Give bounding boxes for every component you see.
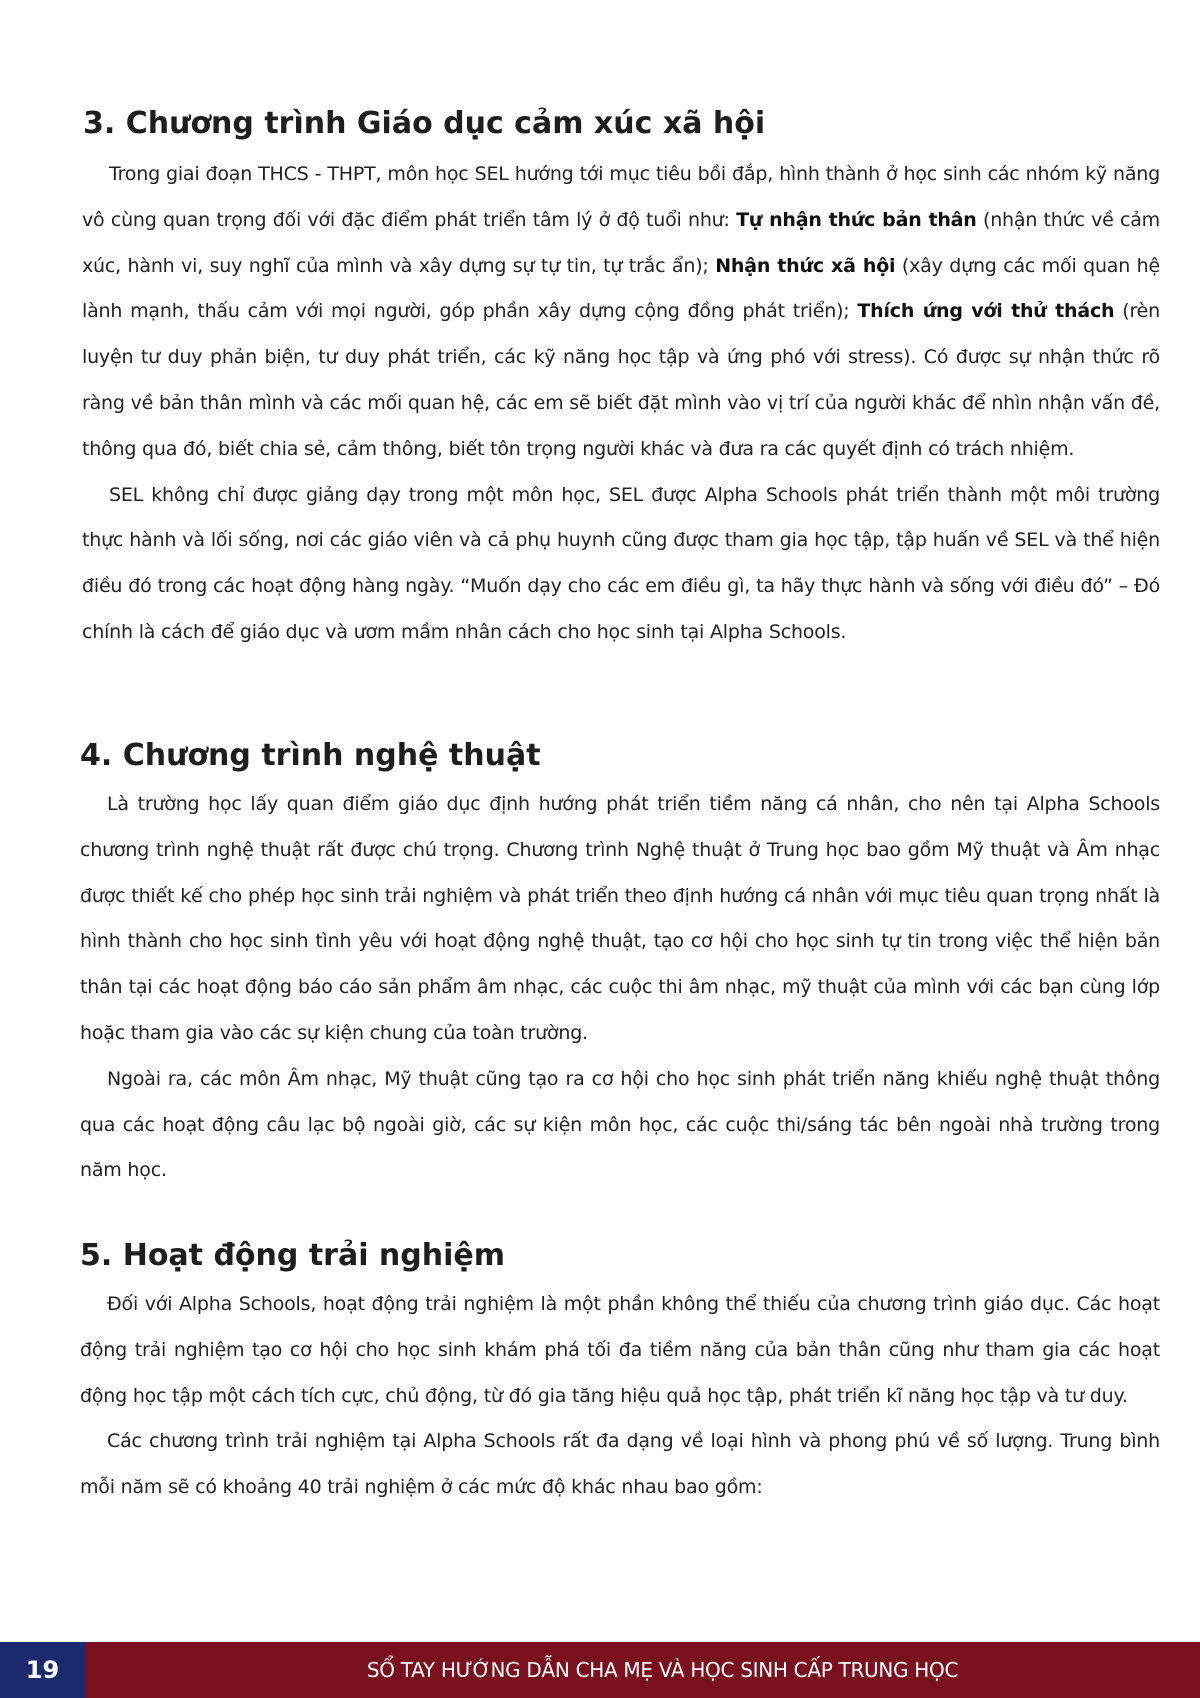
section-sel — [80, 104, 1160, 656]
section-body — [80, 782, 1160, 1194]
paragraph — [80, 1057, 1160, 1194]
text-segment: (rèn luyện tư duy phản biện, tư duy phát triển, các kỹ năng học tập và ứng phó với stress). Có được sự nhận thức rõ ràng về bản thân mình và các mối quan hệ, các em sẽ biết đặt mình vào vị trí của người khác để nhìn nhận vấn đề, thông qua đó, biết chia sẻ, cảm thông, biết tôn trọng người khác và đưa ra các quyết định có trách nhiệm. — [82, 300, 1161, 460]
section-body — [80, 152, 1160, 656]
paragraph — [80, 1419, 1160, 1511]
section-experiential — [80, 1236, 1160, 1511]
paragraph — [80, 1282, 1160, 1419]
bold-term: Thích ứng với thử thách — [857, 300, 1115, 323]
bold-term: Nhận thức xã hội — [715, 254, 896, 277]
section-heading: 4. Chương trình nghệ thuật — [80, 738, 541, 773]
page-number: 19 — [0, 1642, 85, 1698]
footer-title: SỔ TAY HƯỚNG DẪN CHA MẸ VÀ HỌC SINH CẤP TRUNG HỌC — [85, 1642, 1200, 1698]
page-footer — [0, 1642, 1200, 1698]
paragraph — [80, 473, 1160, 656]
text-segment: (xây dựng các mối quan hệ lành mạnh, thấu cảm với mọi người, góp phần xây dựng cộng đồng phát triển); — [82, 254, 1160, 323]
paragraph — [80, 152, 1160, 473]
section-arts — [80, 736, 1160, 1194]
text-segment: Các chương trình trải nghiệm tại Alpha Schools rất đa dạng về loại hình và phong phú về số lượng. Trung bình mỗi năm sẽ có khoảng 40 trải nghiệm ở các mức độ khác nhau bao gồm: — [80, 1430, 1160, 1499]
text-segment: Trong giai đoạn THCS - THPT, môn học SEL hướng tới mục tiêu bồi đắp, hình thành ở học sinh các nhóm kỹ năng vô cùng quan trọng đối với đặc điểm phát triển tâm lý ở độ tuổi như: — [82, 163, 1160, 231]
section-body — [80, 1282, 1160, 1511]
section-heading: 5. Hoạt động trải nghiệm — [80, 1238, 506, 1273]
text-segment: (nhận thức về cảm xúc, hành vi, suy nghĩ của mình và xây dựng sự tự tin, tự trắc ẩn); — [82, 208, 1160, 277]
paragraph — [80, 782, 1160, 1057]
text-segment: Ngoài ra, các môn Âm nhạc, Mỹ thuật cũng tạo ra cơ hội cho học sinh phát triển năng khiếu nghệ thuật thông qua các hoạt động câu lạc bộ ngoài giờ, các sự kiện môn học, các cuộc thi/sáng tác bên ngoài nhà trường trong năm học. — [80, 1067, 1160, 1182]
text-segment: Là trường học lấy quan điểm giáo dục định hướng phát triển tiềm năng cá nhân, cho nên tại Alpha Schools chương trình nghệ thuật rất được chú trọng. Chương trình Nghệ thuật ở Trung học bao gồm Mỹ thuật và Âm nhạc được thiết kế cho phép học sinh trải nghiệm và phát triển theo định hướng cá nhân với mục tiêu quan trọng nhất là hình thành cho học sinh tình yêu với hoạt động nghệ thuật, tạo cơ hội cho học sinh tự tin trong việc thể hiện bản thân tại các hoạt động báo cáo sản phẩm âm nhạc, các cuộc thi âm nhạc, mỹ thuật của mình với các bạn cùng lớp hoặc tham gia vào các sự kiện chung của toàn trường. — [80, 793, 1160, 1044]
section-heading: 3. Chương trình Giáo dục cảm xúc xã hội — [83, 106, 766, 141]
text-segment: SEL không chỉ được giảng dạy trong một môn học, SEL được Alpha Schools phát triển thành một môi trường thực hành và lối sống, nơi các giáo viên và cả phụ huynh cũng được tham gia học tập, tập huấn về SEL và thể hiện điều đó trong các hoạt động hàng ngày. “Muốn dạy cho các em điều gì, ta hãy thực hành và sống với điều đó” – Đó chính là cách để giáo dục và ươm mầm nhân cách cho học sinh tại Alpha Schools. — [82, 483, 1160, 643]
text-segment: Đối với Alpha Schools, hoạt động trải nghiệm là một phần không thể thiếu của chương trình giáo dục. Các hoạt động trải nghiệm tạo cơ hội cho học sinh khám phá tối đa tiềm năng của bản thân cũng như tham gia các hoạt động học tập một cách tích cực, chủ động, từ đó gia tăng hiệu quả học tập, phát triển kĩ năng học tập và tư duy. — [80, 1293, 1160, 1407]
bold-term: Tự nhận thức bản thân — [736, 208, 977, 231]
